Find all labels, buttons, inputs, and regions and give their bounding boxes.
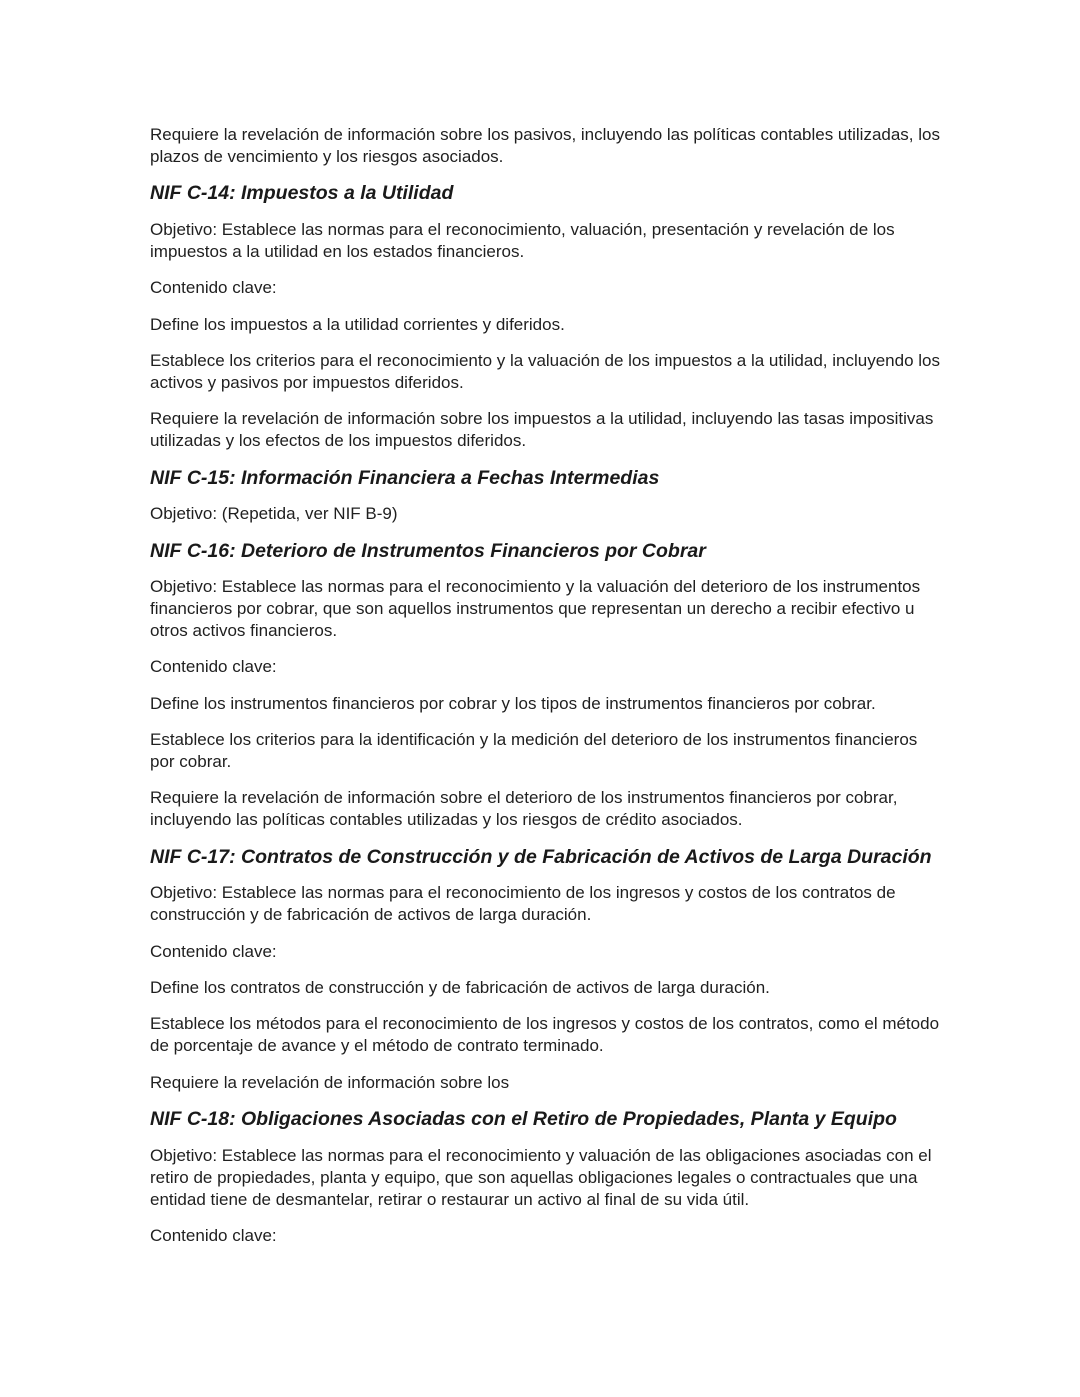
paragraph: Objetivo: Establece las normas para el reconocimiento de los ingresos y costos de los contratos de construcción y de fabricación de activos de larga duración. (150, 883, 896, 925)
paragraph: Contenido clave: (150, 1225, 277, 1245)
paragraph: Objetivo: Establece las normas para el reconocimiento y valuación de las obligaciones asociadas con el retiro de propiedades, planta y equipo, que son aquellas obligaciones legales o contractuales que una entidad tiene de desmantelar, retirar o restaurar un activo al final de su vida útil. (150, 1145, 932, 1209)
document-page (150, 124, 940, 1261)
section-heading: NIF C-16: Deterioro de Instrumentos Financieros por Cobrar (150, 539, 706, 562)
section-heading: NIF C-14: Impuestos a la Utilidad (150, 182, 454, 205)
section-heading: NIF C-17: Contratos de Construcción y de Fabricación de Activos de Larga Duración (150, 845, 932, 868)
paragraph: Establece los criterios para el reconocimiento y la valuación de los impuestos a la utilidad, incluyendo los activos y pasivos por impuestos diferidos. (150, 350, 940, 392)
paragraph: Establece los criterios para la identificación y la medición del deterioro de los instrumentos financieros por cobrar. (150, 730, 918, 772)
section-heading: NIF C-18: Obligaciones Asociadas con el Retiro de Propiedades, Planta y Equipo (150, 1108, 897, 1131)
paragraph: Define los instrumentos financieros por cobrar y los tipos de instrumentos financieros por cobrar. (150, 693, 876, 713)
paragraph: Contenido clave: (150, 657, 277, 677)
paragraph: Contenido clave: (150, 278, 277, 298)
paragraph: Objetivo: (Repetida, ver NIF B-9) (150, 504, 398, 524)
paragraph: Requiere la revelación de información sobre los (150, 1072, 510, 1092)
paragraph: Requiere la revelación de información sobre el deterioro de los instrumentos financieros por cobrar, incluyendo las políticas contables utilizadas y los riesgos de crédito asociados. (150, 788, 898, 830)
paragraph: Establece los métodos para el reconocimiento de los ingresos y costos de los contratos, como el método de porcentaje de avance y el método de contrato terminado. (150, 1014, 940, 1056)
paragraph: Requiere la revelación de información sobre los pasivos, incluyendo las políticas contables utilizadas, los plazos de vencimiento y los riesgos asociados. (150, 125, 940, 166)
paragraph: Requiere la revelación de información sobre los impuestos a la utilidad, incluyendo las tasas impositivas utilizadas y los efectos de los impuestos diferidos. (150, 409, 934, 451)
paragraph: Objetivo: Establece las normas para el reconocimiento, valuación, presentación y revelación de los impuestos a la utilidad en los estados financieros. (150, 219, 895, 261)
paragraph: Contenido clave: (150, 941, 277, 961)
paragraph: Define los impuestos a la utilidad corrientes y diferidos. (150, 314, 565, 334)
paragraph: Objetivo: Establece las normas para el reconocimiento y la valuación del deterioro de los instrumentos financieros por cobrar, que son aquellos instrumentos que representan un derecho a recibir efectivo u otros activos financieros. (150, 576, 921, 640)
paragraph: Define los contratos de construcción y de fabricación de activos de larga duración. (150, 978, 770, 998)
section-heading: NIF C-15: Información Financiera a Fechas Intermedias (150, 466, 660, 489)
